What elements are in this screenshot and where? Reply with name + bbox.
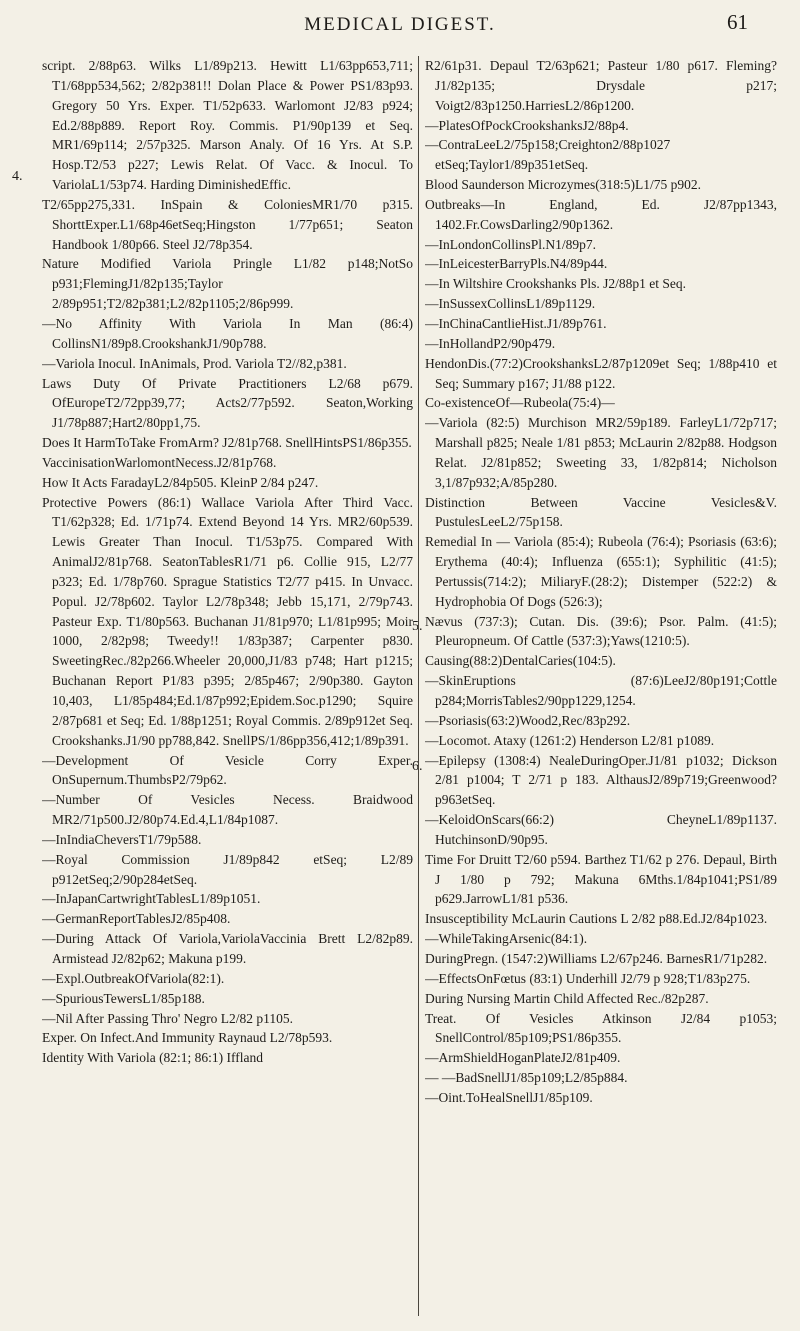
index-entry: Protective Powers (86:1) Wallace Variola After Third Vacc. T1/62p328; Ed. 1/71p74. Extend Beyond 14 Yrs. MR2/60p539. Lewis Greater Than Inocul. T1/53p75. Compared With AnimalJ2/81p768. SeatonTablesR1/71 p6. Collie 915, L2/77 p323; Ed. 1/78p760. Sprague Statistics T2/77 p415. In Unvacc. Popul. J2/78p602. Taylor L2/78p348; Jebb 15,171, 2/79p743. Pasteur Exp. T1/80p563. Buchanan J1/81p970; L1/81p995; Moir 1000, 2/82p98; Tweedy!! 1/83p387; Carpenter p830. SweetingRec./82p266.Wheeler 20,000,J1/83 p748; Hart p1215; Buchanan Report P1/83 p395; 2/85p467; 2/90p380. Gayton 10,403, L1/85p484;Ed.1/87p992;Epidem.Soc.p1290; Squire 2/87p681 et Seq; Ed. 1/88p1251; Royal Commis. 2/89p912et Seq. Crookshanks.J1/90 pp788,842. SnellPS/1/86pp356,412;1/89p391. — [42, 494, 413, 748]
index-entry: During Nursing Martin Child Affected Rec./82p287. — [425, 990, 709, 1006]
index-entry: Remedial In — Variola (85:4); Rubeola (76:4); Psoriasis (63:6); Erythema (40:4); Influenza (655:1); Syphilitic (41:5); Pertussis(714:2); MiliaryF.(28:2); Distemper (522:2) & Hydrophobia Of Dogs (526:3); — [425, 534, 777, 609]
index-entry: Outbreaks—In England, Ed. J2/87pp1343, 1402.Fr.CowsDarling2/90p1362. — [425, 196, 777, 232]
index-entry: —InIndiaCheversT1/79p588. — [42, 831, 202, 847]
index-entry: —PlatesOfPockCrookshanksJ2/88p4. — [425, 117, 629, 133]
index-entry: Laws Duty Of Private Practitioners L2/68 p679. OfEuropeT2/72pp39,77; Acts2/77p592. Seaton,Working J1/78p887;Hart2/80pp1,75. — [42, 375, 413, 431]
index-entry: Nature Modified Variola Pringle L1/82 p148;NotSo p931;FlemingJ1/82p135;Taylor 2/89p951;T2/82p381;L2/82p1105;2/86p999. — [42, 256, 413, 312]
index-entry: Co-existenceOf—Rubeola(75:4)— — [425, 395, 615, 411]
index-entry: —ArmShieldHoganPlateJ2/81p409. — [425, 1050, 621, 1066]
section-number-4: 4. — [12, 169, 23, 184]
index-entry: —Psoriasis(63:2)Wood2,Rec/83p292. — [425, 712, 631, 728]
index-entry: VaccinisationWarlomontNecess.J2/81p768. — [42, 454, 277, 470]
index-entry: Nævus (737:3); Cutan. Dis. (39:6); Psor. Palm. (41:5); Pleuropneum. Of Cattle (537:3);Yaws(1210:5). — [425, 613, 777, 649]
index-entry: —Expl.OutbreakOfVariola(82:1). — [42, 970, 225, 986]
index-entry: —During Attack Of Variola,VariolaVaccinia Brett L2/82p89. Armistead J2/82p62; Makuna p199. — [42, 931, 413, 966]
index-entry: Time For Druitt T2/60 p594. Barthez T1/62 p 276. Depaul, Birth J 1/80 p 792; Makuna 6Mths.1/84p1041;PS1/89 p629.JarrowL1/81 p536. — [425, 851, 777, 907]
section-number-5: 5. — [412, 619, 423, 634]
right-column — [425, 56, 777, 1316]
index-entry: —SpuriousTewersL1/85p188. — [42, 990, 205, 1006]
index-entry: —SkinEruptions (87:6)LeeJ2/80p191;Cottle p284;MorrisTables2/90pp1229,1254. — [425, 673, 777, 708]
index-entry: Insusceptibility McLaurin Cautions L 2/82 p88.Ed.J2/84p1023. — [425, 911, 768, 927]
index-entry: —No Affinity With Variola In Man (86:4) CollinsN1/89p8.CrookshankJ1/90p788. — [42, 315, 413, 351]
index-entry: Blood Saunderson Microzymes(318:5)L1/75 p902. — [425, 177, 701, 193]
page-number: 61 — [727, 10, 748, 34]
index-entry: —Nil After Passing Thro' Negro L2/82 p1105. — [42, 1010, 294, 1026]
index-entry: —InHollandP2/90p479. — [425, 335, 556, 351]
index-entry: —InLeicesterBarryPls.N4/89p44. — [425, 256, 608, 272]
index-entry: —InChinaCantlieHist.J1/89p761. — [425, 315, 607, 331]
index-entry: —InJapanCartwrightTablesL1/89p1051. — [42, 891, 261, 907]
index-entry: Causing(88:2)DentalCaries(104:5). — [425, 653, 616, 669]
index-entry: Does It HarmToTake FromArm? J2/81p768. SnellHintsPS1/86p355. — [42, 435, 412, 451]
index-entry: DuringPregn. (1547:2)Williams L2/67p246. BarnesR1/71p282. — [425, 950, 768, 966]
index-entry: —InLondonCollinsPl.N1/89p7. — [425, 236, 597, 252]
index-entry: —InSussexCollinsL1/89p1129. — [425, 296, 596, 312]
index-entry: —Variola (82:5) Murchison MR2/59p189. FarleyL1/72p717; Marshall p825; Neale 1/81 p853; McLaurin 2/82p88. Hodgson Relat. J2/81p852; Sweeting 33, 1/82p814; Nicholson 3,1/87p932;A/85p280. — [425, 415, 777, 490]
index-entry: —GermanReportTablesJ2/85p408. — [42, 911, 231, 927]
index-entry: —WhileTakingArsenic(84:1). — [425, 931, 588, 947]
index-entry: —Development Of Vesicle Corry Exper. OnSupernum.ThumbsP2/79p62. — [42, 752, 413, 788]
index-entry: — —BadSnellJ1/85p109;L2/85p884. — [425, 1070, 628, 1086]
index-entry: Treat. Of Vesicles Atkinson J2/84 p1053; SnellControl/85p109;PS1/86p355. — [425, 1010, 777, 1046]
index-entry: —Epilepsy (1308:4) NealeDuringOper.J1/81 p1032; Dickson 2/81 p1004; T 2/71 p 183. AlthausJ2/89p719;Greenwood? p963etSeq. — [425, 752, 777, 808]
index-entry: Distinction Between Vaccine Vesicles&V. PustulesLeeL2/75p158. — [425, 494, 777, 530]
running-header-title: MEDICAL DIGEST. — [304, 14, 496, 35]
index-entry: T2/65pp275,331. InSpain & ColoniesMR1/70 p315. ShorttExper.L1/68p46etSeq;Hingston 1/77p651; Seaton Handbook 1/80p66. Steel J2/78p354. — [42, 196, 413, 252]
index-entry: —ContraLeeL2/75p158;Creighton2/88p1027 etSeq;Taylor1/89p351etSeq. — [425, 137, 671, 173]
index-entry: —EffectsOnFœtus (83:1) Underhill J2/79 p 928;T1/83p275. — [425, 970, 751, 986]
section-number-6: 6. — [412, 759, 423, 774]
index-entry: —Royal Commission J1/89p842 etSeq; L2/89 p912etSeq;2/90p284etSeq. — [42, 851, 413, 887]
index-entry: HendonDis.(77:2)CrookshanksL2/87p1209et Seq; 1/88p410 et Seq; Summary p167; J1/88 p122. — [425, 355, 777, 391]
index-entry: script. 2/88p63. Wilks L1/89p213. Hewitt L1/63pp653,711; T1/68pp534,562; 2/82p381!! Dolan Place & Power PS1/83p93. Gregory 50 Yrs. Exper. T1/52p633. Warlomont J2/83 p924; Ed.2/88p889. Report Roy. Commis. P1/90p139 et Seq. MR1/69p114; 2/57p325. Marson Analy. Of 16 Yrs. At S.P. Hosp.T2/53 p227; Lewis Relat. Of Vacc. & Inocul. To VariolaL1/53p74. Harding DiminishedEffic. — [42, 58, 413, 193]
index-entry: —KeloidOnScars(66:2) CheyneL1/89p1137. HutchinsonD/90p95. — [425, 812, 777, 847]
index-entry: R2/61p31. Depaul T2/63p621; Pasteur 1/80 p617. Fleming? J1/82p135; Drysdale p217; Voigt2/83p1250.HarriesL2/86p1200. — [425, 58, 777, 113]
index-entry: —Locomot. Ataxy (1261:2) Henderson L2/81 p1089. — [425, 732, 715, 748]
index-entry: —Number Of Vesicles Necess. Braidwood MR2/71p500.J2/80p74.Ed.4,L1/84p1087. — [42, 792, 413, 828]
index-entry: —In Wiltshire Crookshanks Pls. J2/88p1 et Seq. — [425, 276, 686, 292]
index-entry: How It Acts FaradayL2/84p505. KleinP 2/84 p247. — [42, 474, 319, 490]
index-entry: —Oint.ToHealSnellJ1/85p109. — [425, 1089, 593, 1105]
left-column — [42, 56, 419, 1316]
index-entry: —Variola Inocul. InAnimals, Prod. Variola T2//82,p381. — [42, 355, 347, 371]
index-entry: Exper. On Infect.And Immunity Raynaud L2/78p593. — [42, 1030, 333, 1046]
index-entry: Identity With Variola (82:1; 86:1) Iffland — [42, 1050, 264, 1066]
